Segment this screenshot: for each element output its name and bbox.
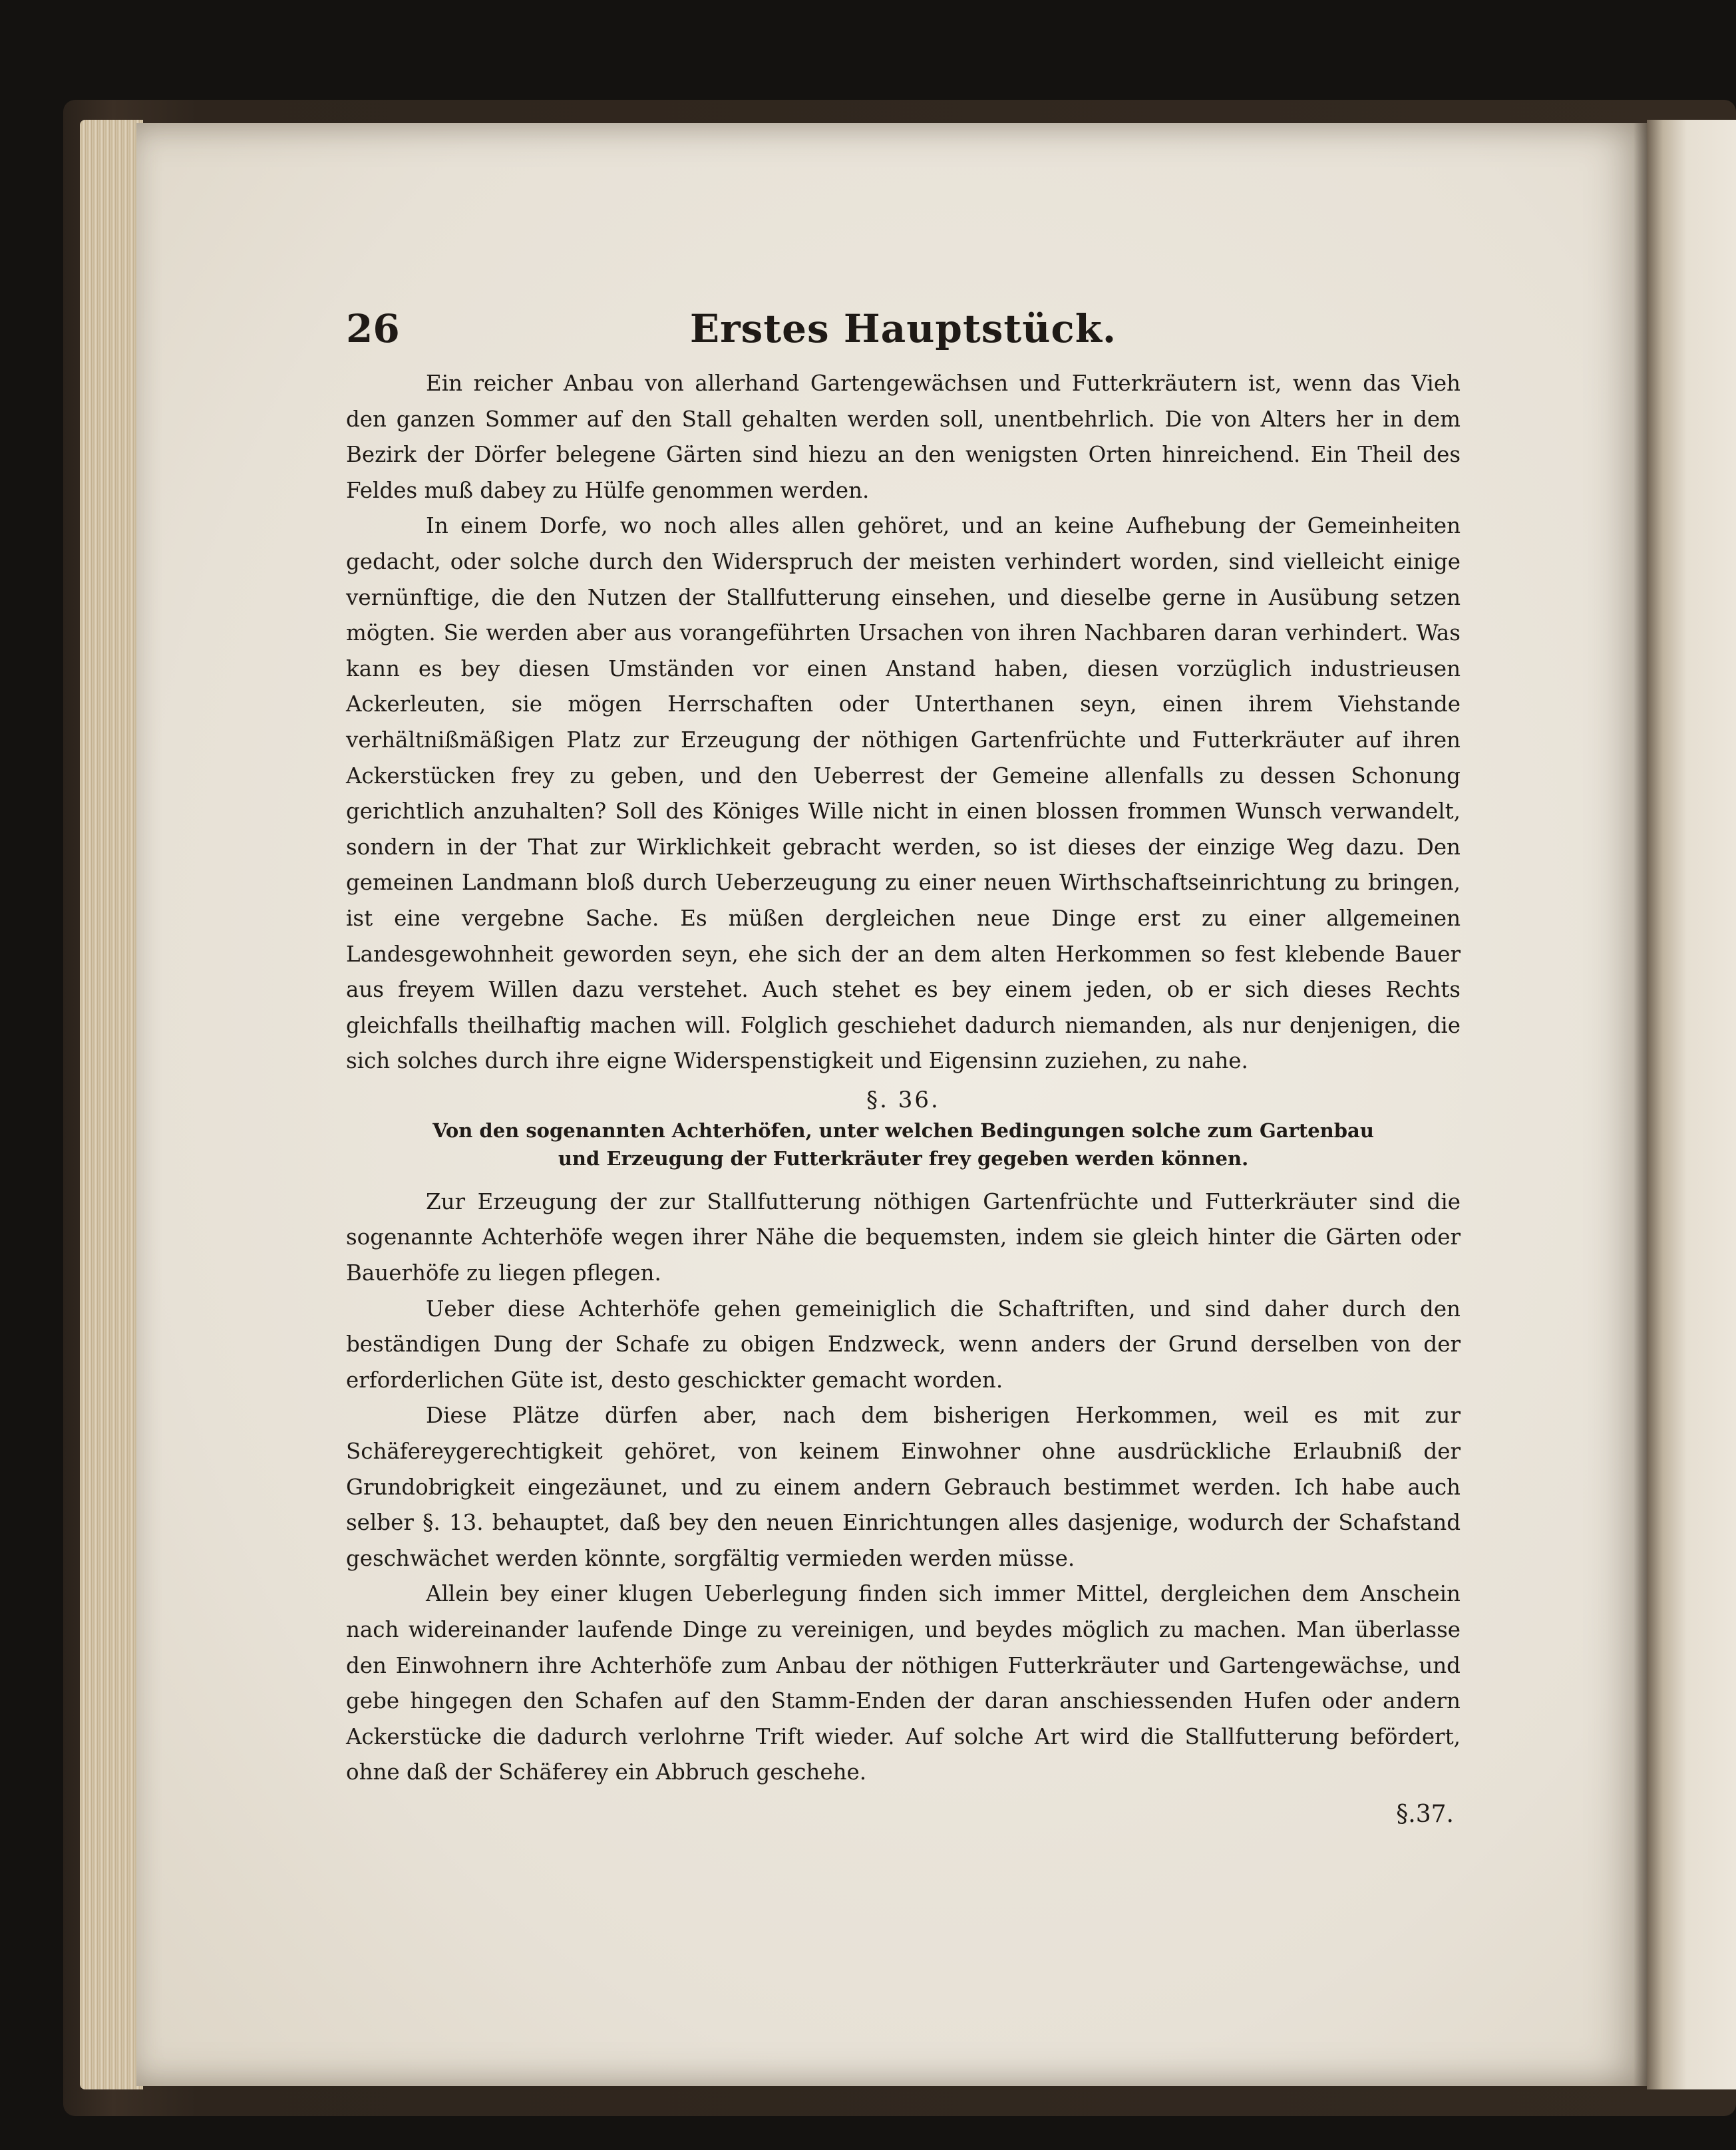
paragraph: Ueber diese Achterhöfe gehen gemeiniglich die Schaftriften, und sind daher durch den beständigen Dung der Schafe zu obigen Endzweck, wenn anders der Grund derselben von der erforderlichen Güte ist, desto geschickter gemacht worden. <box>346 1296 1461 1393</box>
running-head <box>346 306 1461 366</box>
page-edges <box>80 120 143 2089</box>
catchword: §.37. <box>1396 1800 1454 1828</box>
body-text <box>346 366 1461 1835</box>
paragraph: Diese Plätze dürfen aber, nach dem bisherigen Herkommen, weil es mit zur Schäfereygerechtigkeit gehöret, von keinem Einwohner ohne ausdrückliche Erlaubniß der Grundobrigkeit eingezäunet, und zu einem andern Gebrauch bestimmet werden. Ich habe auch selber §. 13. behauptet, daß bey den neuen Einrichtungen alles dasjenige, wodurch der Schafstand geschwächet werden könnte, sorgfältig vermieden werden müsse. <box>346 1403 1461 1571</box>
page-text-block <box>346 306 1461 1835</box>
section-heading-line: Von den sogenannten Achterhöfen, unter welchen Bedingungen solche zum Gartenbau <box>433 1119 1374 1142</box>
paragraph: Zur Erzeugung der zur Stallfutterung nöthigen Gartenfrüchte und Futterkräuter sind die sogenannte Achterhöfe wegen ihrer Nähe die bequemsten, indem sie gleich hinter die Gärten oder Bauerhöfe zu liegen pflegen. <box>346 1188 1461 1286</box>
paragraph: Allein bey einer klugen Ueberlegung finden sich immer Mittel, dergleichen dem Anschein nach widereinander laufende Dinge zu vereinigen, und beydes möglich zu machen. Man überlasse den Einwohnern ihre Achterhöfe zum Anbau der nöthigen Futterkräuter und Gartengewächse, und gebe hingegen den Schafen auf den Stamm-Enden der daran anschiessenden Hufen oder andern Ackerstücke die dadurch verlohrne Trift wieder. Auf solche Art wird die Stallfutterung befördert, ohne daß der Schäferey ein Abbruch geschehe. <box>346 1581 1461 1785</box>
section-heading <box>346 1117 1461 1172</box>
facing-page-edge <box>1647 120 1736 2089</box>
paragraph: In einem Dorfe, wo noch alles allen gehöret, und an keine Aufhebung der Gemeinheiten gedacht, oder solche durch den Widerspruch der meisten verhindert worden, sind vielleicht einige vernünftige, die den Nutzen der Stallfutterung einsehen, und dieselbe gerne in Ausübung setzen mögten. Sie werden aber aus vorangeführten Ursachen von ihren Nachbaren daran verhindert. Was kann es bey diesen Umständen vor einen Anstand haben, diesen vorzüglich industrieusen Ackerleuten, sie mögen Herrschaften oder Unterthanen seyn, einen ihrem Viehstande verhältnißmäßigen Platz zur Erzeugung der nöthigen Gartenfrüchte und Futterkräuter auf ihren Ackerstücken frey zu geben, und den Ueberrest der Gemeine allenfalls zu dessen Schonung gerichtlich anzuhalten? Soll des Königes Wille nicht in einen blossen frommen Wunsch verwandelt, sondern in der That zur Wirklichkeit gebracht werden, so ist dieses der einzige Weg dazu. Den gemeinen Landmann bloß durch Ueberzeugung zu einer neuen Wirthschaftseinrichtung zu bringen, ist eine vergebne Sache. Es müßen dergleichen neue Dinge erst zu einer allgemeinen Landesgewohnheit geworden seyn, ehe sich der an dem alten Herkommen so fest klebende Bauer aus freyem Willen dazu verstehet. Auch stehet es bey einem jeden, ob er sich dieses Rechts gleichfalls theilhaftig machen will. Folglich geschiehet dadurch niemanden, als nur denjenigen, die sich solches durch ihre eigne Widerspenstigkeit und Eigensinn zuziehen, zu nahe. <box>346 513 1461 1074</box>
paragraph: Ein reicher Anbau von allerhand Gartengewächsen und Futterkräutern ist, wenn das Vieh den ganzen Sommer auf den Stall gehalten werden soll, unentbehrlich. Die von Alters her in dem Bezirk der Dörfer belegene Gärten sind hiezu an den wenigsten Orten hinreichend. Ein Theil des Feldes muß dabey zu Hülfe genommen werden. <box>346 371 1461 503</box>
running-title: Erstes Hauptstück. <box>689 306 1117 351</box>
page-number: 26 <box>346 306 400 351</box>
section-number: §. 36. <box>866 1086 940 1113</box>
section-heading-line: und Erzeugung der Futterkräuter frey gegeben werden können. <box>558 1147 1249 1170</box>
